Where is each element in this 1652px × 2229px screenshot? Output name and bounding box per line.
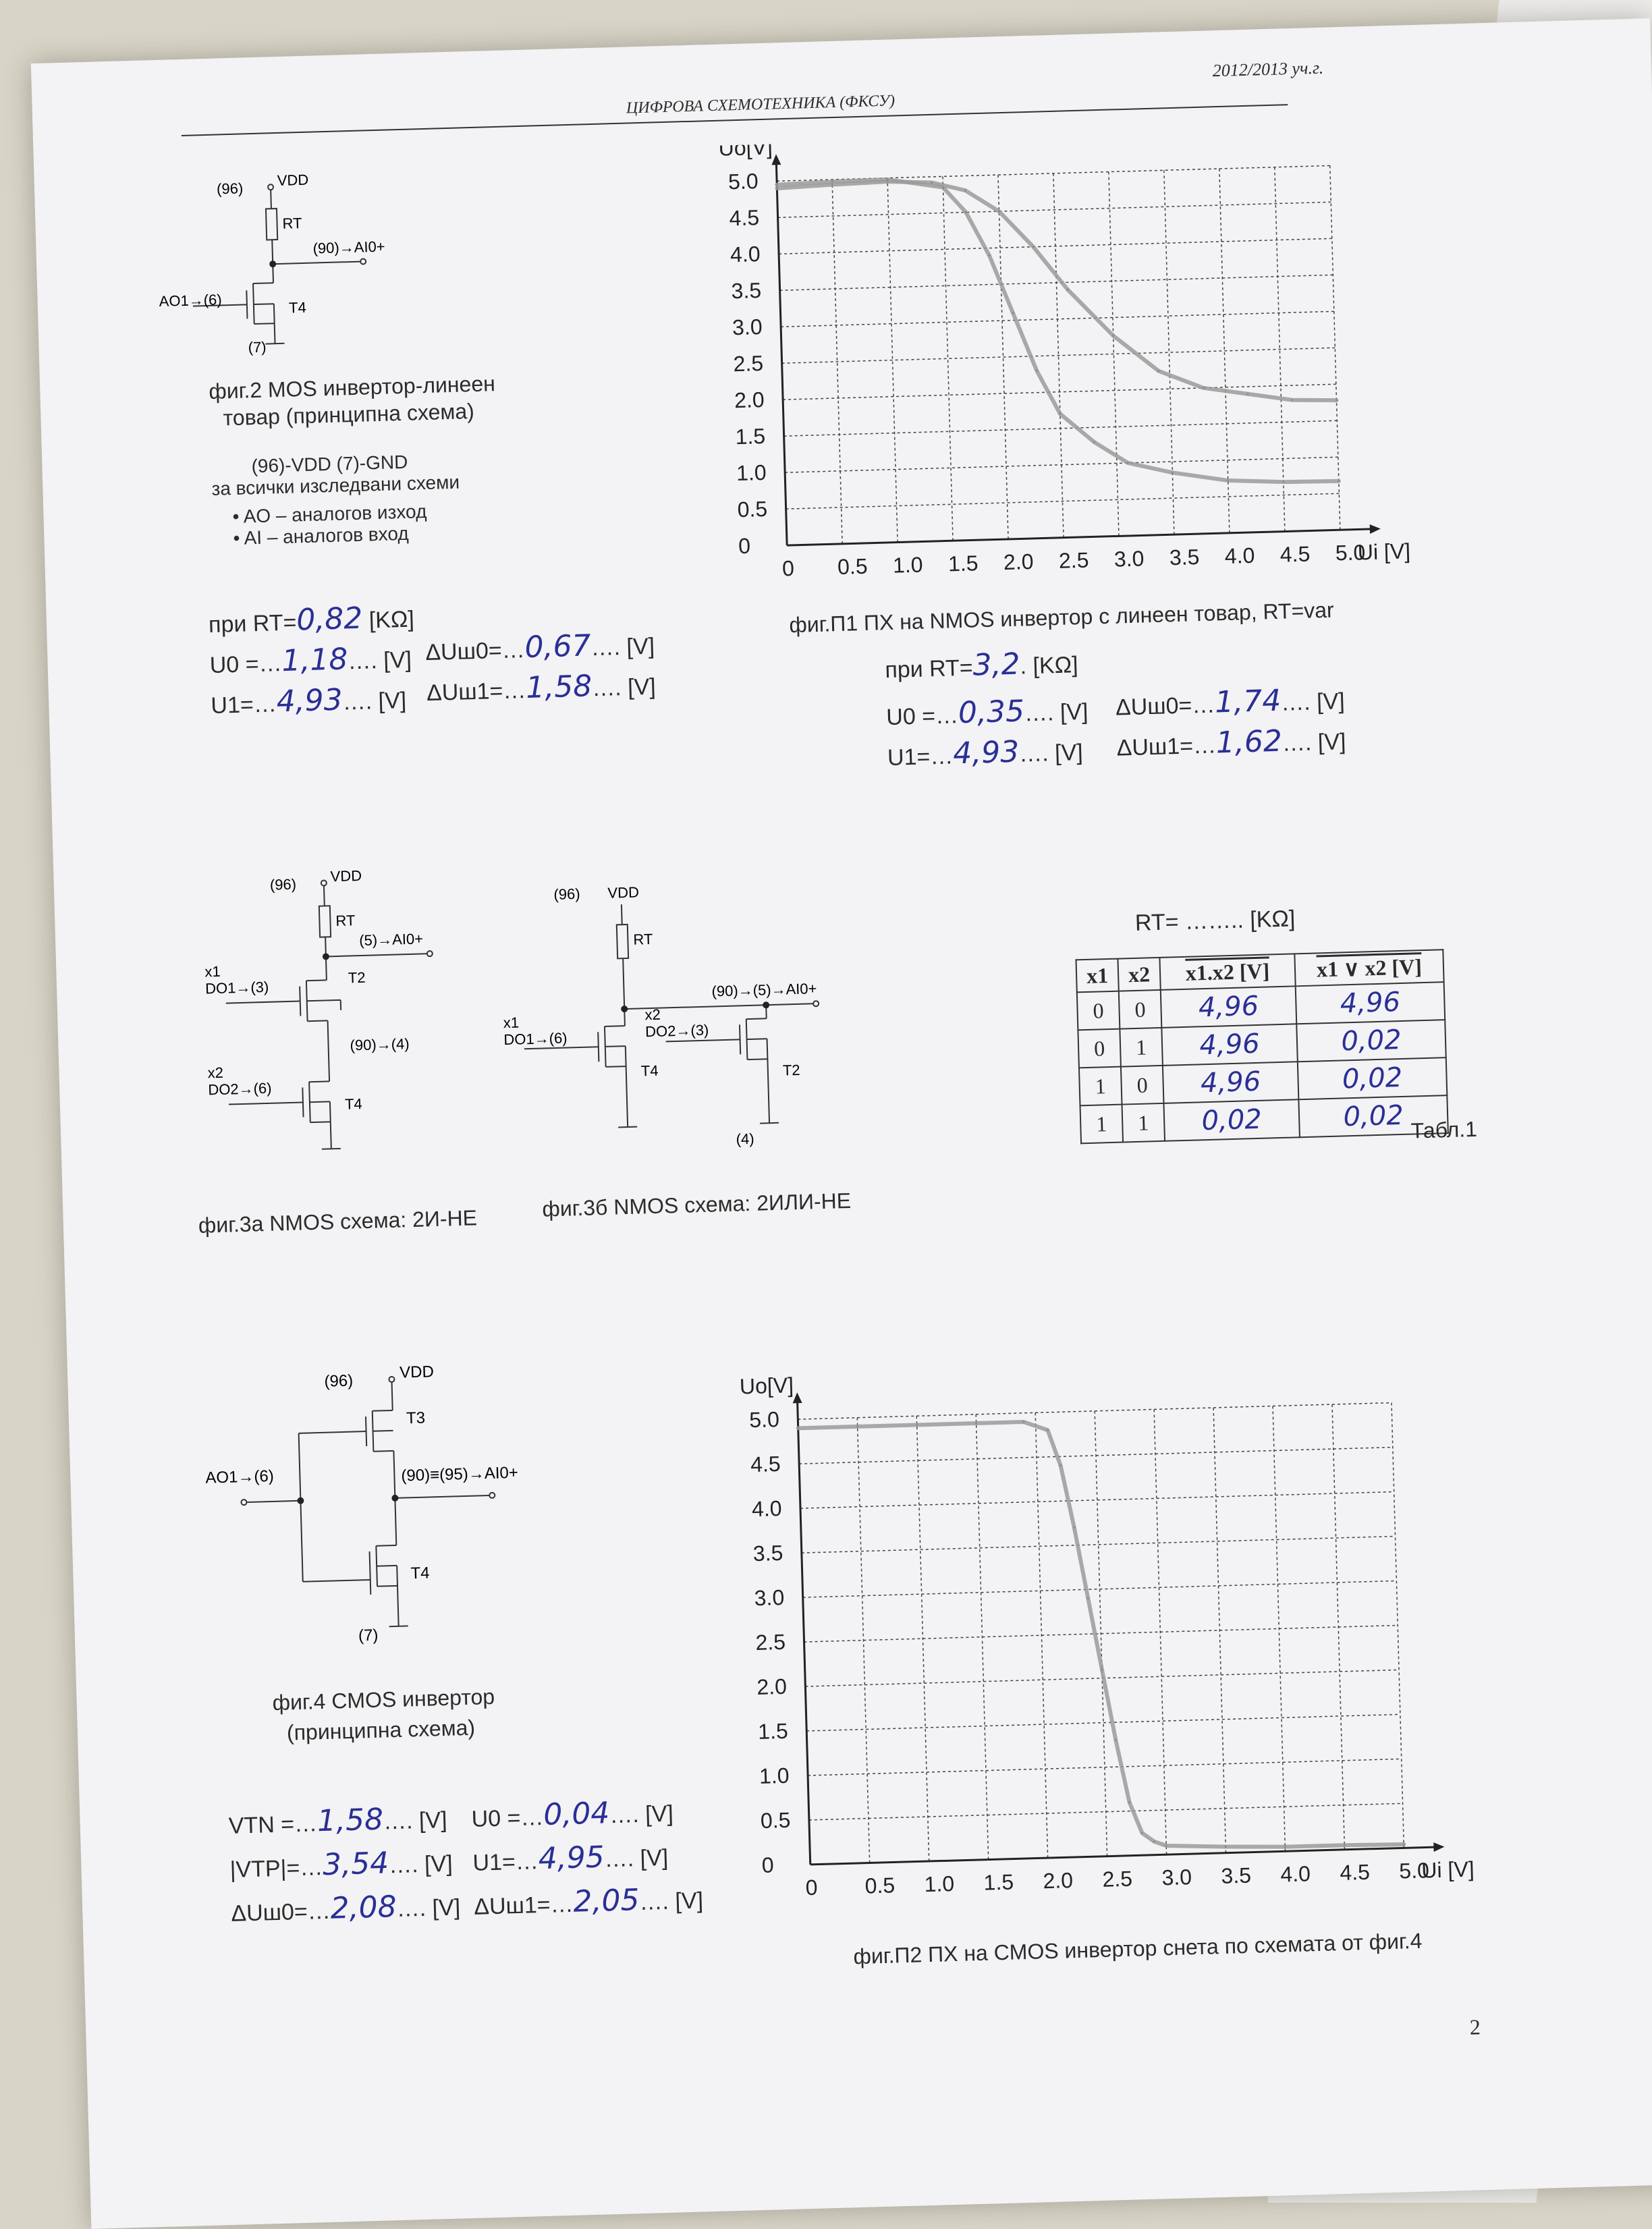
fig3a-vdd: VDD bbox=[330, 867, 362, 885]
y-tick-label: 2.5 bbox=[755, 1630, 786, 1655]
fig4-gnd-pin: (7) bbox=[358, 1626, 379, 1645]
notes-bullet2-text: AI – аналогов вход bbox=[244, 523, 409, 549]
meas2-du0-label: ΔUш0= bbox=[1116, 692, 1192, 720]
chart-gridline bbox=[786, 493, 1340, 509]
y-tick-label: 4.0 bbox=[730, 242, 761, 267]
fig3a-do2: DO2→(6) bbox=[208, 1080, 272, 1099]
meas3-vtn-label: VTN = bbox=[228, 1811, 294, 1839]
meas1-du1: ΔUш1=…1,58…. [V] bbox=[426, 667, 656, 708]
fig3a-vdd-pin: (96) bbox=[270, 876, 297, 893]
col-header-x1: x1 bbox=[1076, 959, 1118, 993]
y-axis-label: Uo[V] bbox=[739, 1373, 794, 1398]
y-axis-label: Uo[V] bbox=[718, 135, 773, 161]
meas3-du0-label: ΔUш0= bbox=[231, 1899, 308, 1927]
fig2-vdd-pin: (96) bbox=[217, 180, 244, 197]
y-tick-label: 1.5 bbox=[758, 1719, 788, 1744]
chart-gridline bbox=[806, 1714, 1400, 1731]
y-tick-label: 2.0 bbox=[734, 387, 765, 412]
meas1-u1-value: 4,93 bbox=[276, 683, 343, 719]
x-tick-label: 3.5 bbox=[1221, 1863, 1251, 1888]
meas1-du0-unit: [V] bbox=[626, 634, 655, 660]
y-tick-label: 1.5 bbox=[735, 424, 765, 449]
meas3-du0-value: 2,08 bbox=[330, 1890, 397, 1926]
fig2-caption-1: фиг.2 MOS инвертор-линеен bbox=[209, 371, 495, 404]
x-axis-arrow bbox=[1433, 1842, 1444, 1852]
meas3-vtp-label: |VTP|= bbox=[229, 1855, 300, 1883]
fig4-t4: T4 bbox=[410, 1564, 430, 1583]
x-tick-label: 2.0 bbox=[1043, 1868, 1073, 1893]
meas3-u0: U0 =…0,04…. [V] bbox=[471, 1794, 674, 1834]
meas3-u0-value: 0,04 bbox=[543, 1796, 610, 1832]
meas1-u1: U1=…4,93…. [V] bbox=[211, 681, 407, 721]
table1 bbox=[1075, 949, 1448, 1144]
series-line-1 bbox=[798, 1412, 1404, 1861]
y-tick-label: 3.0 bbox=[754, 1585, 784, 1610]
meas1-du1-value: 1,58 bbox=[526, 669, 593, 705]
notes-line2: за всички изследвани схеми bbox=[211, 472, 460, 500]
meas2-rt-label: при RT= bbox=[885, 655, 973, 684]
fig3a-x1: x1 bbox=[204, 963, 221, 981]
meas2-du1: ΔUш1=…1,62…. [V] bbox=[1116, 722, 1346, 763]
x-tick-label: 1.5 bbox=[948, 551, 979, 576]
fig3b-do1: DO1→(6) bbox=[503, 1030, 568, 1049]
fig3b-caption: фиг.3б NMOS схема: 2ИЛИ-НЕ bbox=[542, 1188, 852, 1222]
fig3b-x1: x1 bbox=[503, 1014, 519, 1031]
col-header-nand: x1.x2 [V] bbox=[1159, 954, 1295, 990]
meas3-vtn: VTN =…1,58…. [V] bbox=[228, 1800, 447, 1841]
meas3-du0-unit: [V] bbox=[432, 1894, 461, 1921]
fig2-t4-label: T4 bbox=[289, 299, 306, 317]
meas2-u1: U1=…4,93…. [V] bbox=[887, 733, 1083, 773]
meas3-du1: ΔUш1=…2,05…. [V] bbox=[474, 1881, 704, 1921]
fig3b-do2: DO2→(3) bbox=[645, 1022, 709, 1041]
notes-block bbox=[211, 450, 461, 550]
fig4-caption-1: фиг.4 CMOS инвертор bbox=[272, 1684, 495, 1715]
y-axis-arrow bbox=[771, 154, 781, 165]
cell-x2: 0 bbox=[1121, 1066, 1164, 1105]
x-tick-label: 4.5 bbox=[1340, 1860, 1370, 1885]
y-tick-label: 5.0 bbox=[749, 1407, 779, 1432]
fig3b-vdd-pin: (96) bbox=[553, 885, 580, 903]
fig3b-rt: RT bbox=[633, 931, 653, 948]
x-tick-label: 0.5 bbox=[837, 554, 868, 579]
fig2-caption-2: товар (принципна схема) bbox=[223, 399, 474, 431]
fig3a-out: (5)→AI0+ bbox=[359, 930, 423, 949]
cell-nand: 4,96 bbox=[1161, 986, 1296, 1028]
fig3b-t4: T4 bbox=[640, 1062, 658, 1080]
meas3-vtp: |VTP|=…3,54…. [V] bbox=[229, 1844, 453, 1885]
cell-nand: 4,96 bbox=[1163, 1062, 1298, 1103]
meas2-u1-value: 4,93 bbox=[952, 735, 1019, 771]
x-tick-label: 4.0 bbox=[1224, 543, 1255, 568]
cell-nor: 0,02 bbox=[1298, 1057, 1447, 1099]
y-axis-arrow bbox=[792, 1392, 802, 1403]
meas1-rt-unit: [KΩ] bbox=[368, 607, 414, 634]
meas2-u0-unit: [V] bbox=[1059, 699, 1089, 725]
fig3a-x2: x2 bbox=[207, 1064, 223, 1082]
cell-x1: 1 bbox=[1080, 1105, 1124, 1144]
meas1-rt-value: 0,82 bbox=[296, 601, 363, 638]
meas1-u1-label: U1= bbox=[211, 692, 254, 719]
y-tick-label: 2.0 bbox=[756, 1674, 787, 1699]
meas1-u1-unit: [V] bbox=[378, 688, 407, 714]
cell-x1: 0 bbox=[1077, 991, 1120, 1030]
fig3a-mid: (90)→(4) bbox=[350, 1035, 410, 1053]
meas2-rt-value: 3,2 bbox=[972, 647, 1020, 683]
y-axis bbox=[776, 157, 787, 545]
y-tick-label: 4.5 bbox=[750, 1452, 781, 1477]
fig3b-circuit-svg bbox=[486, 871, 872, 1171]
x-axis-label: Ui [V] bbox=[1357, 539, 1410, 564]
meas1-du1-unit: [V] bbox=[628, 674, 657, 700]
meas1-du1-label: ΔUш1= bbox=[426, 678, 503, 706]
meas3-du0: ΔUш0=…2,08…. [V] bbox=[231, 1888, 461, 1928]
meas2-du1-unit: [V] bbox=[1317, 729, 1346, 755]
meas2-du1-value: 1,62 bbox=[1215, 724, 1282, 761]
cell-nor: 0,02 bbox=[1296, 1020, 1446, 1062]
y-tick-label: 0.5 bbox=[760, 1808, 790, 1833]
x-tick-label: 1.5 bbox=[983, 1870, 1014, 1895]
y-tick-label: 0 bbox=[738, 534, 751, 558]
y-tick-label: 2.5 bbox=[733, 351, 763, 376]
cell-nand: 0,02 bbox=[1163, 1099, 1299, 1141]
chart1-container bbox=[715, 125, 1464, 604]
table1-rt-line: RT= …….. [KΩ] bbox=[1134, 906, 1295, 937]
chart-gridline bbox=[778, 202, 1331, 217]
notes-bullet2: • AI – аналогов вход bbox=[213, 522, 461, 550]
fig4-vdd-pin: (96) bbox=[324, 1372, 353, 1391]
x-tick-label: 3.0 bbox=[1161, 1865, 1192, 1890]
col-header-nor: x1 ∨ x2 [V] bbox=[1294, 950, 1443, 986]
y-tick-label: 5.0 bbox=[728, 169, 759, 194]
meas2-u1-label: U1= bbox=[887, 744, 930, 771]
y-tick-label: 4.0 bbox=[752, 1496, 782, 1521]
fig2-in-label: AO1→(6) bbox=[159, 291, 222, 310]
meas2-u0: U0 =…0,35…. [V] bbox=[886, 692, 1089, 732]
cell-nor: 0,02 bbox=[1298, 1095, 1448, 1137]
fig3b-schematic bbox=[486, 871, 872, 1171]
x-axis-label: Ui [V] bbox=[1421, 1856, 1475, 1882]
y-tick-label: 4.5 bbox=[729, 205, 759, 230]
meas2-u0-label: U0 = bbox=[886, 703, 936, 730]
truth-table bbox=[1075, 949, 1448, 1144]
fig3a-do1: DO1→(3) bbox=[205, 979, 269, 997]
x-tick-label: 0.5 bbox=[864, 1873, 895, 1898]
x-tick-label: 3.0 bbox=[1113, 546, 1144, 571]
meas1-du0-value: 0,67 bbox=[524, 628, 591, 665]
chart2-container bbox=[728, 1325, 1520, 1927]
chart1-nmos-transfer bbox=[715, 125, 1464, 604]
x-tick-label: 3.5 bbox=[1169, 545, 1199, 570]
fig3a-t2: T2 bbox=[348, 969, 365, 987]
x-tick-label: 0 bbox=[805, 1875, 818, 1900]
x-axis-arrow bbox=[1370, 524, 1381, 534]
fig4-out: (90)≡(95)→AI0+ bbox=[401, 1464, 518, 1485]
y-tick-label: 1.0 bbox=[759, 1763, 790, 1788]
meas2-du0: ΔUш0=…1,74…. [V] bbox=[1115, 682, 1345, 722]
meas2-rt: при RT=3,2. [KΩ] bbox=[885, 645, 1079, 685]
meas3-vtn-value: 1,58 bbox=[316, 1803, 383, 1839]
meas2-du0-unit: [V] bbox=[1317, 688, 1346, 715]
chart1-caption: фиг.П1 ПХ на NMOS инвертор с линеен товар, RT=var bbox=[789, 598, 1334, 638]
y-tick-label: 3.0 bbox=[732, 314, 763, 339]
meas2-u0-value: 0,35 bbox=[958, 694, 1024, 730]
meas2-rt-unit: [KΩ] bbox=[1032, 652, 1078, 679]
meas3-u1-unit: [V] bbox=[640, 1845, 669, 1871]
fig4-caption-2: (принципна схема) bbox=[286, 1715, 475, 1746]
meas3-u0-unit: [V] bbox=[645, 1801, 674, 1827]
chart-gridline bbox=[782, 348, 1336, 363]
meas2-du0-value: 1,74 bbox=[1215, 684, 1282, 720]
y-tick-label: 1.0 bbox=[736, 460, 767, 485]
meas1-du0-label: ΔUш0= bbox=[425, 638, 502, 665]
table1-caption: Табл.1 bbox=[1410, 1117, 1477, 1144]
fig2-gnd-pin: (7) bbox=[248, 339, 267, 356]
meas3-vtp-unit: [V] bbox=[424, 1851, 453, 1877]
meas1-u0-label: U0 = bbox=[209, 651, 259, 678]
x-tick-label: 1.0 bbox=[893, 553, 923, 578]
cell-x2: 0 bbox=[1119, 990, 1162, 1029]
meas2-u1-unit: [V] bbox=[1055, 740, 1084, 766]
x-tick-label: 4.0 bbox=[1280, 1861, 1311, 1886]
chart-gridline bbox=[802, 1537, 1396, 1553]
cell-x1: 1 bbox=[1079, 1067, 1122, 1106]
fig4-vdd: VDD bbox=[400, 1363, 434, 1381]
fig2-circuit-svg bbox=[142, 170, 445, 381]
fig3b-t2: T2 bbox=[783, 1062, 800, 1079]
fig4-circuit-svg bbox=[202, 1352, 562, 1685]
x-tick-label: 1.0 bbox=[924, 1871, 954, 1896]
fig4-in: AO1→(6) bbox=[205, 1467, 274, 1487]
meas3-du1-label: ΔUш1= bbox=[474, 1892, 551, 1920]
cell-x2: 1 bbox=[1120, 1028, 1163, 1067]
fig3b-x2: x2 bbox=[644, 1006, 661, 1024]
x-tick-label: 2.5 bbox=[1058, 548, 1089, 573]
meas3-vtn-unit: [V] bbox=[418, 1807, 447, 1834]
meas3-u1: U1=…4,95…. [V] bbox=[472, 1838, 669, 1878]
meas3-du1-unit: [V] bbox=[675, 1888, 704, 1914]
fig2-vdd-label: VDD bbox=[277, 171, 308, 189]
meas3-u1-value: 4,95 bbox=[538, 1840, 605, 1876]
meas1-du0: ΔUш0=…0,67…. [V] bbox=[425, 627, 655, 667]
chart2-caption: фиг.П2 ПХ на CMOS инвертор снета по схемата от фиг.4 bbox=[853, 1929, 1423, 1970]
meas1-rt-label: при RT= bbox=[209, 609, 297, 638]
meas1-u0: U0 =…1,18…. [V] bbox=[209, 640, 412, 680]
x-tick-label: 0 bbox=[782, 556, 795, 580]
fig3a-caption: фиг.3а NMOS схема: 2И-НЕ bbox=[198, 1205, 477, 1238]
cell-nor: 4,96 bbox=[1296, 982, 1445, 1024]
fig4-schematic bbox=[202, 1352, 562, 1685]
fig3b-pin4: (4) bbox=[736, 1130, 754, 1148]
meas1-u0-value: 1,18 bbox=[281, 642, 348, 678]
x-tick-label: 2.0 bbox=[1003, 549, 1033, 574]
fig3a-circuit-svg bbox=[168, 862, 474, 1194]
x-tick-label: 5.0 bbox=[1399, 1858, 1429, 1883]
meas2-du1-label: ΔUш1= bbox=[1116, 733, 1193, 761]
cell-x2: 1 bbox=[1122, 1103, 1165, 1143]
notes-line1: (96)-VDD (7)-GND bbox=[211, 450, 459, 478]
fig3a-rt: RT bbox=[335, 912, 356, 929]
fig2-out-label: (90)→AI0+ bbox=[312, 238, 385, 257]
fig3a-t4: T4 bbox=[345, 1095, 362, 1113]
meas1-rt bbox=[208, 600, 414, 640]
academic-year: 2012/2013 уч.г. bbox=[1212, 58, 1323, 82]
chart2-cmos-transfer bbox=[728, 1325, 1520, 1927]
page-number: 2 bbox=[1469, 2014, 1481, 2039]
y-tick-label: 0 bbox=[761, 1852, 774, 1877]
x-tick-label: 4.5 bbox=[1279, 541, 1310, 566]
y-axis bbox=[797, 1396, 810, 1865]
y-tick-label: 3.5 bbox=[752, 1541, 783, 1566]
course-title: ЦИФРОВА СХЕМОТЕХНИКА (ФКСУ) bbox=[626, 92, 896, 117]
notes-bullet1: • AO – аналогов изход bbox=[212, 500, 460, 528]
x-tick-label: 5.0 bbox=[1335, 540, 1365, 565]
cell-x1: 0 bbox=[1078, 1029, 1121, 1068]
fig3a-schematic bbox=[168, 862, 474, 1194]
fig3b-out: (90)→(5)→AI0+ bbox=[711, 980, 817, 999]
col-header-x2: x2 bbox=[1118, 958, 1160, 991]
fig4-t3: T3 bbox=[406, 1409, 426, 1428]
fig2-rt-label: RT bbox=[282, 215, 302, 232]
worksheet-page bbox=[31, 18, 1652, 2229]
meas3-vtp-value: 3,54 bbox=[322, 1846, 389, 1882]
y-tick-label: 0.5 bbox=[737, 497, 767, 522]
fig3b-vdd: VDD bbox=[607, 883, 639, 901]
meas3-du1-value: 2,05 bbox=[573, 1883, 640, 1919]
notes-bullet1-text: AO – аналогов изход bbox=[243, 501, 426, 527]
fig2-schematic bbox=[142, 170, 445, 381]
y-tick-label: 3.5 bbox=[731, 278, 761, 303]
cell-nand: 4,96 bbox=[1161, 1024, 1297, 1066]
meas3-u1-label: U1= bbox=[472, 1849, 516, 1876]
meas1-u0-unit: [V] bbox=[383, 647, 412, 673]
x-tick-label: 2.5 bbox=[1102, 1867, 1132, 1892]
meas3-u0-label: U0 = bbox=[471, 1805, 521, 1832]
